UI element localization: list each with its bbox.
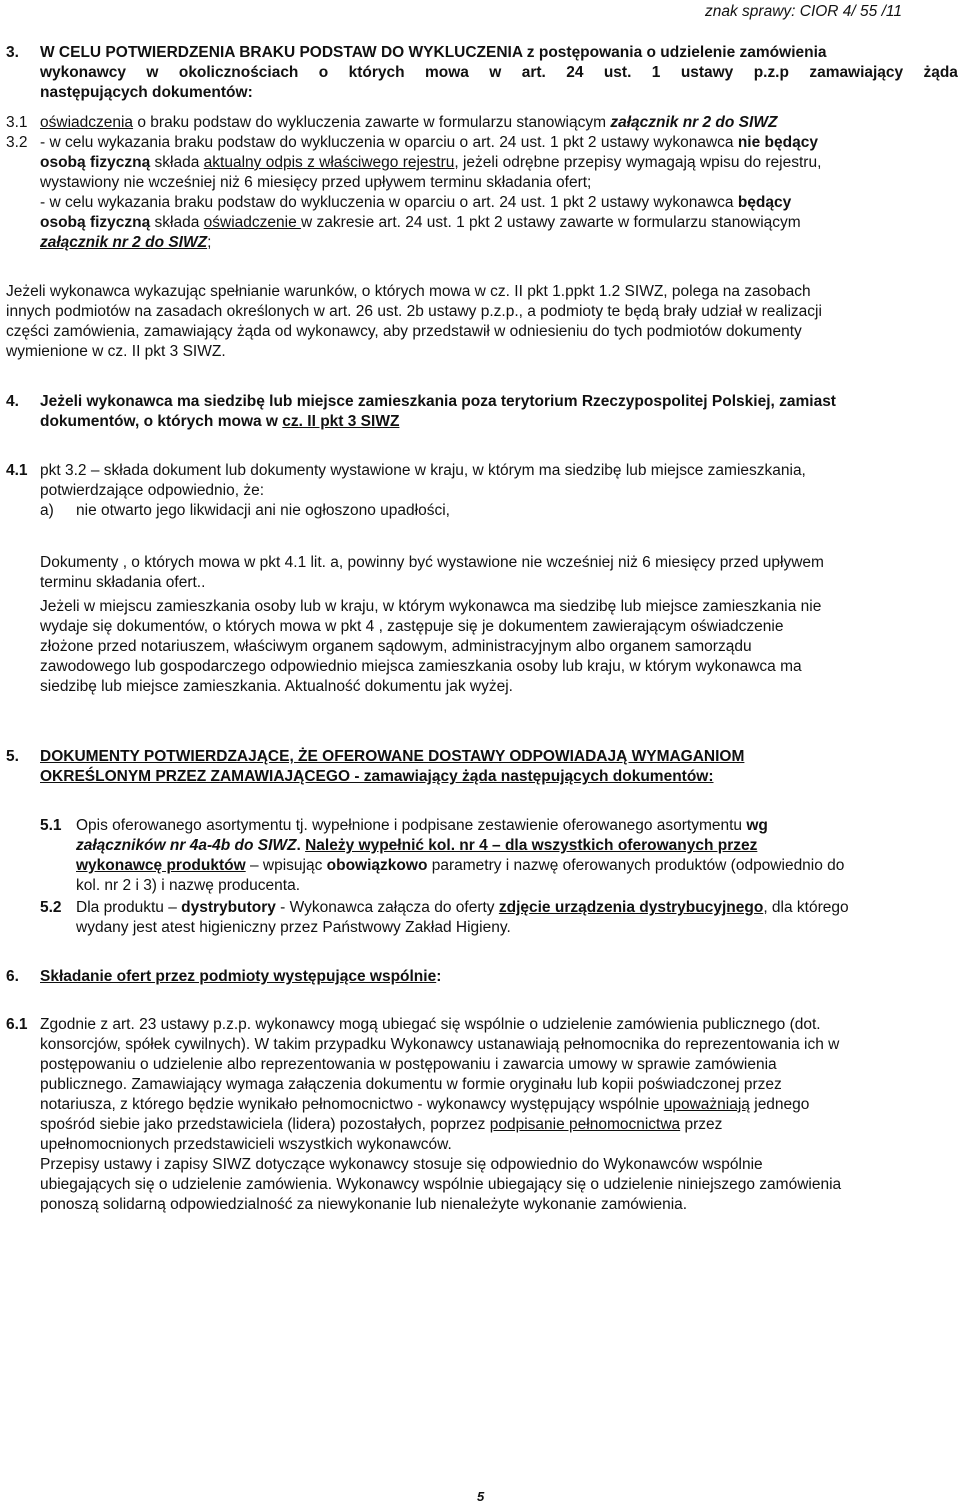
item-6-1-line-4: publicznego. Zamawiający wymaga załączenia dokumentu w formie oryginału lub kopii poświadczonej przez [40, 1076, 782, 1093]
substitute-line-1: Jeżeli w miejscu zamieszkania osoby lub w kraju, w którym wykonawca ma siedzibę lub miejsce zamieszkania nie [40, 598, 822, 615]
item-3-1-text: oświadczenia o braku podstaw do wykluczenia zawarte w formularzu stanowiącym załącznik nr 2 do SIWZ [40, 114, 778, 131]
item-5-1-line-4: kol. nr 2 i 3) i nazwę producenta. [76, 877, 301, 894]
section-6-heading: Składanie ofert przez podmioty występujące wspólnie: [40, 968, 442, 985]
heading-word: p.z.p [753, 64, 789, 81]
section-4-heading-line-2: dokumentów, o których mowa w cz. II pkt 3 SIWZ [40, 413, 400, 430]
joint-bidders-line-1: Przepisy ustawy i zapisy SIWZ dotyczące wykonawcy stosuje się odpowiednio do Wykonawców wspólnie [40, 1156, 763, 1173]
item-5-1-line-2: załączników nr 4a-4b do SIWZ. Należy wypełnić kol. nr 4 – dla wszystkich oferowanych przez [76, 837, 758, 854]
substitute-line-3: złożone przed notariuszem, właściwym organem sądowym, administracyjnym albo organem samorządu [40, 638, 752, 655]
page-number: 5 [477, 1489, 485, 1504]
heading-word: żąda [923, 64, 958, 81]
item-3-2-line-3: wystawiony nie wcześniej niż 6 miesięcy przed upływem terminu składania ofert; [40, 174, 592, 191]
section-5-heading-line-2: OKREŚLONYM PRZEZ ZAMAWIAJĄCEGO - zamawiający żąda następujących dokumentów: [40, 768, 714, 785]
heading-word: 24 [566, 64, 584, 81]
item-3-2-line-5: osobą fizyczną składa oświadczenie w zakresie art. 24 ust. 1 pkt 2 ustawy zawarte w formularzu stanowiącym [40, 214, 801, 231]
section-3-heading-line-2 [40, 63, 958, 82]
sec3-paragraph-line-2: innych podmiotów na zasadach określonych w art. 26 ust. 2b ustawy p.z.p., a podmioty te będą brały udział w realizacji [6, 303, 822, 320]
heading-word: ust. [603, 64, 632, 81]
sec3-paragraph-line-1: Jeżeli wykonawca wykazując spełnianie warunków, o których mowa w cz. II pkt 1.ppkt 1.2 SIWZ, polega na zasobach [6, 283, 811, 300]
section-6-number: 6. [6, 968, 19, 985]
item-6-1-line-7: upełnomocnionych przedstawicieli wszystkich wykonawców. [40, 1136, 452, 1153]
item-5-2-line-2: wydany jest atest higieniczny przez Państwowy Zakład Higieny. [76, 919, 511, 936]
section-3-heading-line-1: W CELU POTWIERDZENIA BRAKU PODSTAW DO WYKLUCZENIA z postępowania o udzielenie zamówienia [40, 44, 827, 61]
item-6-1-line-1: Zgodnie z art. 23 ustawy p.z.p. wykonawcy mogą ubiegać się wspólnie o udzielenie zamówienia publicznego (dot. [40, 1016, 821, 1033]
sec3-paragraph-line-3: części zamówienia, zamawiający żąda od wykonawcy, aby przedstawił w odniesieniu do tych podmiotów dokumenty [6, 323, 802, 340]
substitute-line-5: siedzibę lub miejsce zamieszkania. Aktualność dokumentu jak wyżej. [40, 678, 513, 695]
item-3-2-number: 3.2 [6, 134, 28, 151]
heading-word: których [348, 64, 405, 81]
case-reference: znak sprawy: CIOR 4/ 55 /11 [705, 3, 902, 20]
item-5-1-line-3: wykonawcę produktów – wpisując obowiązkowo parametry i nazwę oferowanych produktów (odpowiednio do [76, 857, 845, 874]
item-3-1-number: 3.1 [6, 114, 28, 131]
item-6-1-line-2: konsorcjów, spółek cywilnych). W takim przypadku Wykonawcy ustanawiają pełnomocnika do reprezentowania ich w [40, 1036, 840, 1053]
item-3-2-line-1: - w celu wykazania braku podstaw do wykluczenia w oparciu o art. 24 ust. 1 pkt 2 ustawy wykonawca nie będący [40, 134, 818, 151]
documents-line-1: Dokumenty , o których mowa w pkt 4.1 lit. a, powinny być wystawione nie wcześniej niż 6 miesięcy przed upływem [40, 554, 824, 571]
item-5-1-number: 5.1 [40, 817, 62, 834]
heading-word: zamawiający [809, 64, 904, 81]
section-5-number: 5. [6, 748, 19, 765]
heading-word: w [489, 64, 502, 81]
sec3-paragraph-line-4: wymienione w cz. II pkt 3 SIWZ. [6, 343, 226, 360]
section-4-heading-line-1: Jeżeli wykonawca ma siedzibę lub miejsce zamieszkania poza terytorium Rzeczypospolitej Polskiej, zamiast [40, 393, 836, 410]
item-5-1-line-1: Opis oferowanego asortymentu tj. wypełnione i podpisane zestawienie oferowanego asortymentu wg [76, 817, 768, 834]
item-6-1-number: 6.1 [6, 1016, 28, 1033]
heading-word: wykonawcy [40, 64, 126, 81]
item-5-2-line-1: Dla produktu – dystrybutory - Wykonawca załącza do oferty zdjęcie urządzenia dystrybucyjnego, dla którego [76, 899, 849, 916]
section-4-number: 4. [6, 393, 19, 410]
item-3-2-line-6: załącznik nr 2 do SIWZ; [40, 234, 212, 251]
heading-word: 1 [651, 64, 661, 81]
item-5-2-number: 5.2 [40, 899, 62, 916]
item-6-1-line-6: spośród siebie jako przedstawiciela (lidera) pozostałych, poprzez podpisanie pełnomocnictwa przez [40, 1116, 723, 1133]
item-4-1-a-label: a) [40, 502, 54, 519]
item-6-1-line-5: notariusza, z którego będzie wynikało pełnomocnictwo - wykonawcy występujący wspólnie upoważniają jednego [40, 1096, 810, 1113]
section-3-number: 3. [6, 44, 19, 61]
section-3-heading-line-3: następujących dokumentów: [40, 84, 253, 101]
item-6-1-line-3: postępowaniu o udzielenie albo reprezentowania w postępowaniu i zawarcia umowy w sprawie zamówienia [40, 1056, 777, 1073]
heading-word: ustawy [680, 64, 734, 81]
item-4-1-line-1: pkt 3.2 – składa dokument lub dokumenty wystawione w kraju, w którym ma siedzibę lub miejsce zamieszkania, [40, 462, 806, 479]
joint-bidders-line-2: ubiegających się o udzielenie zamówienia. Wykonawcy wspólnie ubiegający się o udzielenie niniejszego zamówienia [40, 1176, 842, 1193]
heading-word: mowa [424, 64, 469, 81]
heading-word: okolicznościach [178, 64, 299, 81]
section-5-heading-line-1: DOKUMENTY POTWIERDZAJĄCE, ŻE OFEROWANE DOSTAWY ODPOWIADAJĄ WYMAGANIOM [40, 748, 745, 765]
item-4-1-line-2: potwierdzające odpowiednio, że: [40, 482, 265, 499]
heading-word: o [318, 64, 329, 81]
joint-bidders-line-3: ponoszą solidarną odpowiedzialność za niewykonanie lub nienależyte wykonanie zamówienia. [40, 1196, 688, 1213]
item-3-2-line-4: - w celu wykazania braku podstaw do wykluczenia w oparciu o art. 24 ust. 1 pkt 2 ustawy wykonawca będący [40, 194, 792, 211]
substitute-line-2: wydaje się dokumentów, o których mowa w pkt 4 , zastępuje się je dokumentem zawierającym oświadczenie [40, 618, 784, 635]
heading-word: art. [521, 64, 546, 81]
item-3-2-line-2: osobą fizyczną składa aktualny odpis z właściwego rejestru, jeżeli odrębne przepisy wymagają wpisu do rejestru, [40, 154, 822, 171]
substitute-line-4: zawodowego lub gospodarczego odpowiednio miejsca zamieszkania osoby lub kraju, w którym wykonawca ma [40, 658, 802, 675]
item-4-1-a-text: nie otwarto jego likwidacji ani nie ogłoszono upadłości, [76, 502, 450, 519]
item-3-1-link: oświadczenia [40, 114, 134, 131]
documents-line-2: terminu składania ofert.. [40, 574, 206, 591]
heading-word: w [146, 64, 159, 81]
item-4-1-number: 4.1 [6, 462, 28, 479]
